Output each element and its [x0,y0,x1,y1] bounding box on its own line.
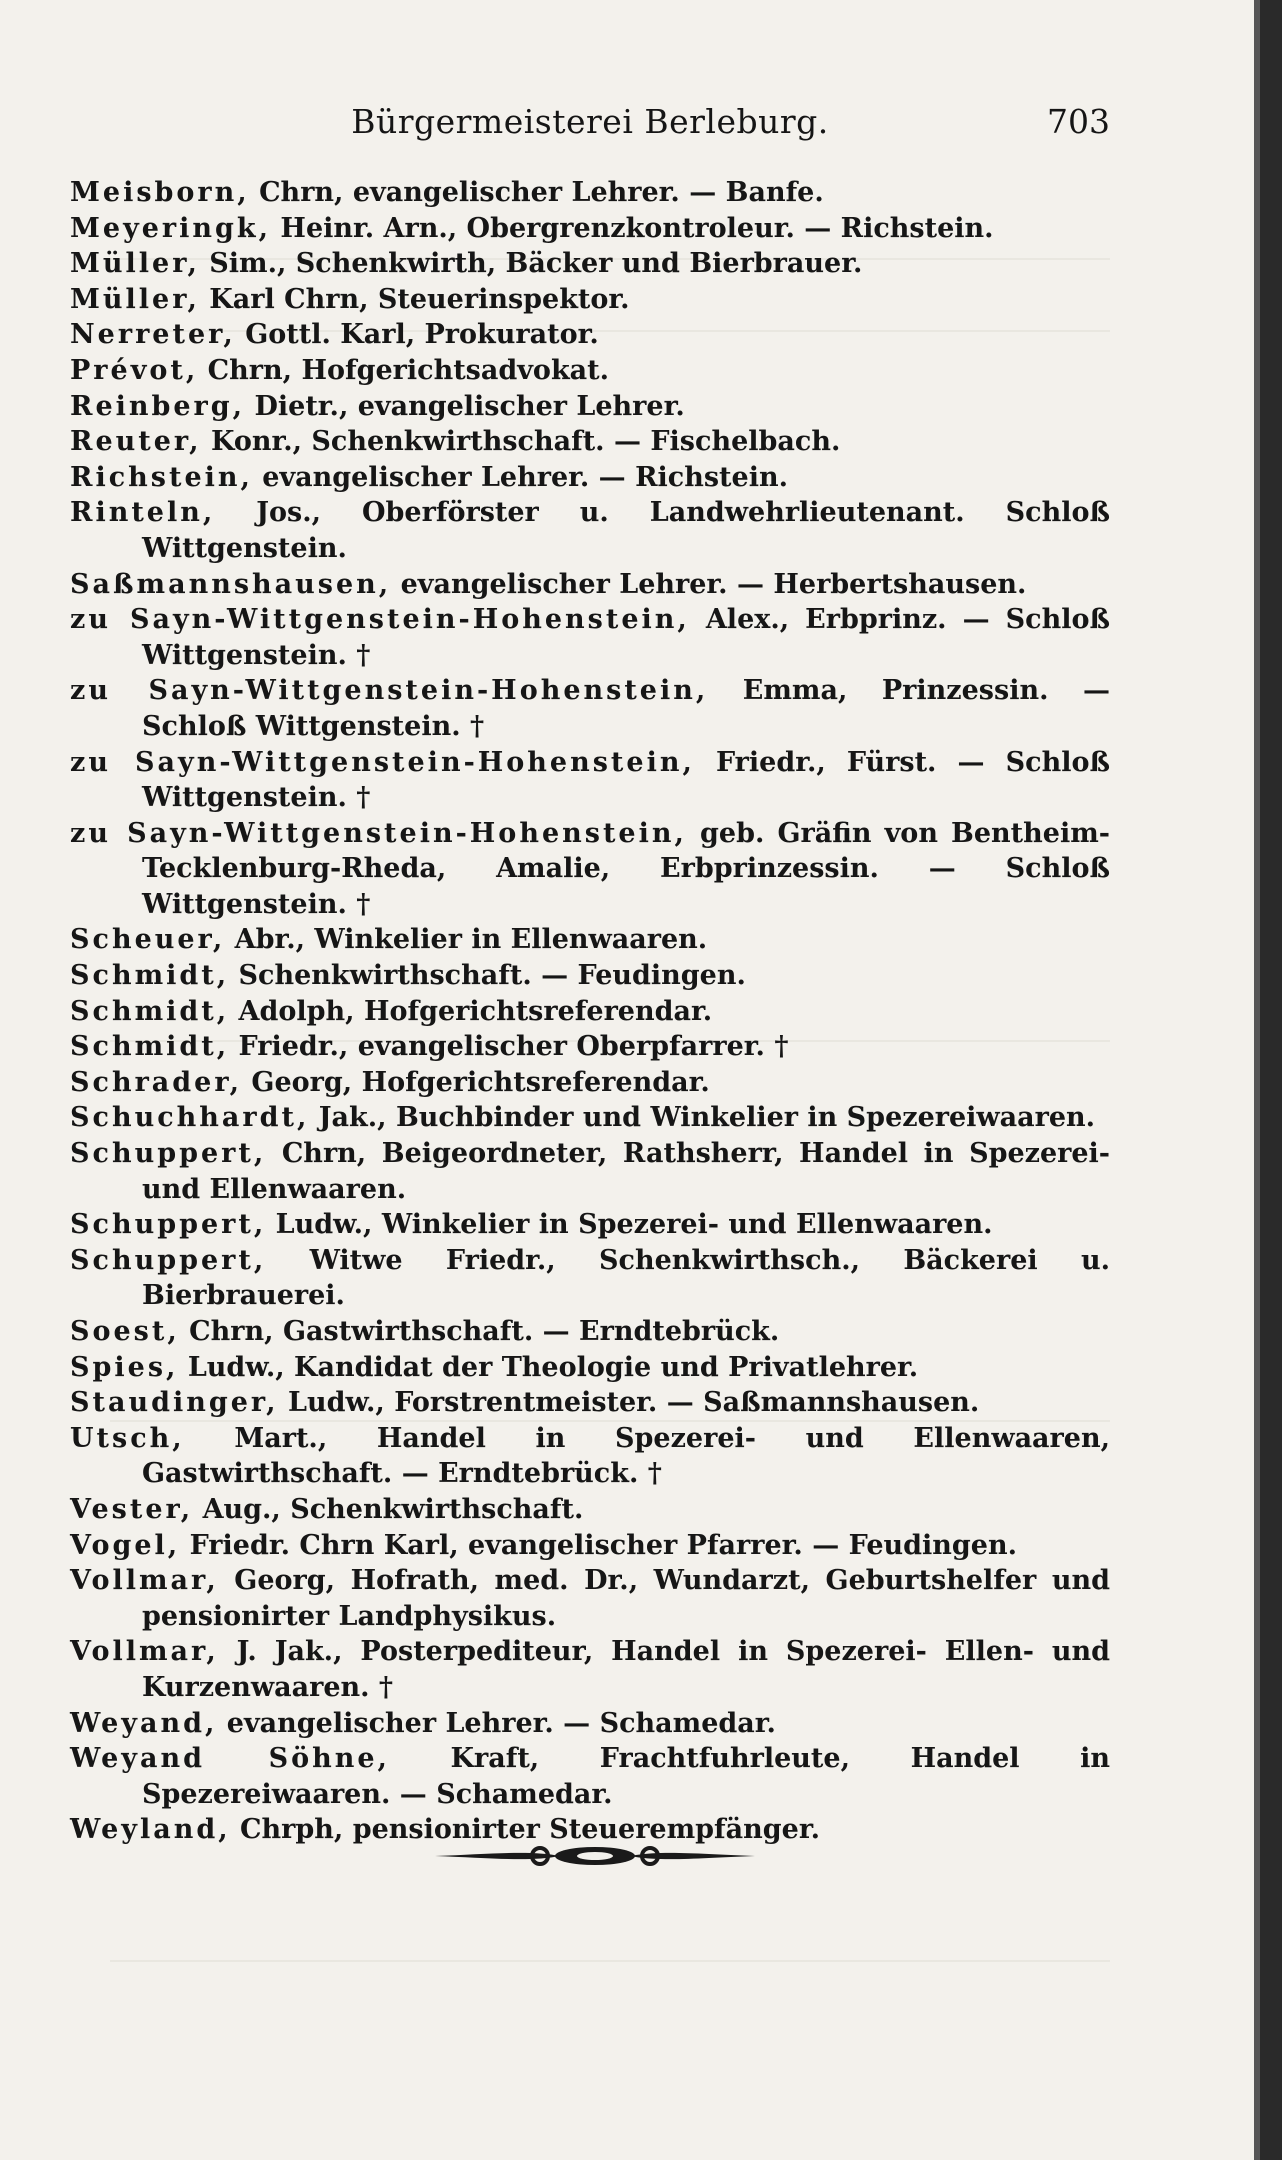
entry-name: Meisborn, [70,177,250,208]
entry-name: zu Sayn-Wittgenstein-Hohenstein, [70,817,687,849]
entry-name: zu Sayn-Wittgenstein-Hohenstein, [70,675,709,707]
entry-details: Chrn, evangelischer Lehrer. — Banfe. [249,177,824,208]
entry-name: Nerreter, [70,319,236,351]
directory-entry [70,1741,1110,1812]
directory-entry [70,1421,1110,1492]
directory-entry [70,1243,1110,1314]
directory-entry [70,958,1110,994]
entry-name: Prévot, [70,354,199,386]
entry-details: Friedr. Chrn Karl, evangelischer Pfarrer. — Feudingen. [180,1529,1017,1561]
directory-entry [70,424,1110,460]
directory-entry [70,745,1110,816]
entry-details: Chrph, pensionirter Steuerempfänger. [230,1814,821,1846]
entry-name: Saßmannshausen, [70,568,392,600]
entry-name: Richstein, [70,461,253,493]
entry-details: Chrn, Beigeordneter, Rathsherr, Handel in Spezerei- und Ellenwaaren. [142,1138,1110,1205]
entry-name: Soest, [70,1316,180,1347]
directory-entry [70,922,1110,958]
entry-name: Meyeringk, [70,212,272,244]
entry-name: Utsch, [70,1422,185,1454]
directory-entry [70,673,1110,744]
directory-entry [70,1385,1110,1421]
entry-name: Vester, [70,1493,194,1525]
page-number: 703 [1047,102,1110,141]
directory-entry [70,246,1110,282]
directory-entry [70,1706,1110,1742]
entry-details: Heinr. Arn., Obergrenzkontroleur. — Richstein. [271,212,994,244]
entry-details: Karl Chrn, Steuerinspektor. [199,283,630,315]
directory-entry [70,602,1110,673]
directory-entry [70,567,1110,603]
page-header [70,102,1110,152]
entry-details: Jak., Buchbinder und Winkelier in Spezereiwaaren. [309,1102,1096,1134]
entry-details: Gottl. Karl, Prokurator. [235,319,599,351]
entry-details: Chrn, Gastwirthschaft. — Erndtebrück. [179,1316,780,1347]
entry-details: Chrn, Hofgerichtsadvokat. [198,354,610,386]
directory-entry [70,353,1110,389]
entry-details: Jos., Oberförster u. Landwehrlieutenant. Schloß Wittgenstein. [142,497,1110,564]
directory-entry [70,994,1110,1030]
entry-details: evangelischer Lehrer. — Schamedar. [217,1707,776,1739]
entry-name: Weyand, [70,1707,218,1739]
directory-entry [70,175,1110,211]
directory-entry [70,1563,1110,1634]
directory-entry [70,1350,1110,1386]
entry-details: Ludw., Kandidat der Theologie und Privatlehrer. [178,1351,919,1383]
entry-name: Schmidt, [70,960,230,992]
directory-entry [70,1492,1110,1528]
directory-entry [70,1136,1110,1207]
directory-entry [70,1029,1110,1065]
entry-details: J. Jak., Posterpediteur, Handel in Spezerei- Ellen- und Kurzenwaaren. † [142,1636,1110,1703]
directory-entry [70,1528,1110,1564]
entry-details: Aug., Schenkwirthschaft. [193,1493,584,1525]
running-title: Bürgermeisterei Berleburg. [351,102,829,141]
bleed-through [110,1960,1110,1962]
entry-details: Mart., Handel in Spezerei- und Ellenwaaren, Gastwirthschaft. — Erndtebrück. † [142,1422,1110,1490]
entry-name: Reuter, [70,426,202,458]
entry-name: Schuchhardt, [70,1102,310,1134]
directory-entry [70,1065,1110,1101]
entry-name: Rinteln, [70,497,216,529]
entry-name: Vogel, [70,1529,181,1561]
directory-entry [70,495,1110,566]
directory-entry [70,816,1110,923]
entry-name: Schuppert, [70,1244,267,1276]
entry-name: Staudinger, [70,1387,279,1419]
entry-details: Kraft, Frachtfuhrleute, Handel in Spezereiwaaren. — Schamedar. [142,1743,1110,1810]
entry-details: Dietr., evangelischer Lehrer. [245,390,685,422]
directory-entry [70,460,1110,496]
entry-name: Müller, [70,248,200,280]
entry-details: Georg, Hofrath, med. Dr., Wundarzt, Geburtshelfer und pensionirter Landphysikus. [142,1565,1110,1632]
entry-details: Sim., Schenkwirth, Bäcker und Bierbrauer. [199,248,863,280]
entry-name: Schrader, [70,1066,243,1098]
entry-name: zu Sayn-Wittgenstein-Hohenstein, [70,604,690,636]
entry-name: Schmidt, [70,995,230,1027]
entry-details: Konr., Schenkwirthschaft. — Fischelbach. [201,426,841,458]
entry-details: Ludw., Winkelier in Spezerei- und Ellenwaaren. [266,1209,993,1241]
entry-details: Friedr., evangelischer Oberpfarrer. † [229,1031,789,1063]
entry-name: Schmidt, [70,1031,230,1063]
entry-details: Alex., Erbprinz. — Schloß Wittgenstein. † [142,604,1111,671]
directory-entry [70,1207,1110,1243]
entry-details: Abr., Winkelier in Ellenwaaren. [225,924,708,956]
entry-name: Reinberg, [70,390,246,422]
directory-entry [70,211,1110,247]
directory-entry [70,1100,1110,1136]
directory-list [70,175,1110,1848]
entry-details: geb. Gräfin von Bentheim-Tecklenburg-Rheda, Amalie, Erbprinzessin. — Schloß Wittgenstein. † [142,817,1110,920]
entry-details: Ludw., Forstrentmeister. — Saßmannshausen. [278,1387,980,1419]
ornamental-rule-icon [430,1836,760,1876]
entry-name: Weyand Söhne, [70,1743,390,1775]
entry-name: Schuppert, [70,1138,267,1170]
entry-name: Weyland, [70,1814,231,1846]
directory-entry [70,1314,1110,1350]
entry-details: Witwe Friedr., Schenkwirthsch., Bäckerei u. Bierbrauerei. [142,1244,1110,1312]
directory-entry [70,282,1110,318]
entry-name: Vollmar, [70,1636,219,1668]
entry-name: Vollmar, [70,1565,219,1597]
directory-entry [70,1634,1110,1705]
directory-entry [70,317,1110,353]
entry-name: Schuppert, [70,1209,267,1241]
entry-details: evangelischer Lehrer. — Richstein. [252,461,788,493]
entry-details: Georg, Hofgerichtsreferendar. [242,1066,710,1098]
entry-details: Friedr., Fürst. — Schloß Wittgenstein. † [142,746,1110,814]
entry-name: zu Sayn-Wittgenstein-Hohenstein, [70,746,695,778]
entry-name: Müller, [70,283,200,315]
entry-details: Adolph, Hofgerichtsreferendar. [229,995,713,1027]
entry-name: Scheuer, [70,924,226,956]
directory-entry [70,389,1110,425]
entry-name: Spies, [70,1351,179,1383]
entry-details: evangelischer Lehrer. — Herbertshausen. [391,568,1027,600]
entry-details: Schenkwirthschaft. — Feudingen. [229,960,746,992]
entry-details: Emma, Prinzessin. — Schloß Wittgenstein. † [142,675,1110,742]
